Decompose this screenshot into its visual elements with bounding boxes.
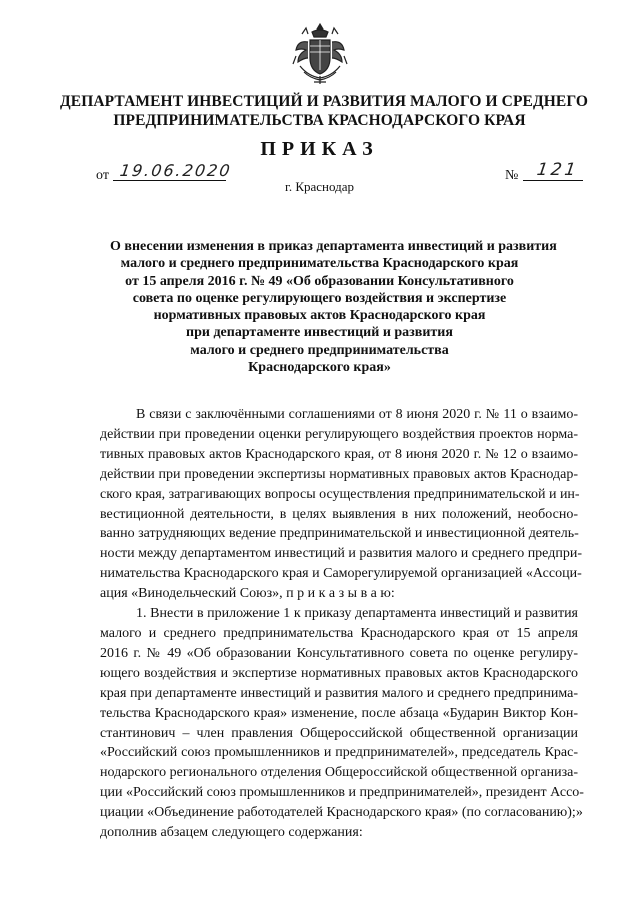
body-line: края при департаменте инвестиций и развития малого и среднего предпринима- xyxy=(100,685,578,701)
body-line: нимательства Краснодарского края и Саморегулируемой организацией «Ассоци- xyxy=(100,566,582,582)
body-line: 1. Внести в приложение 1 к приказу департамента инвестиций и развития xyxy=(136,606,578,622)
body-line: тельства Краснодарского края» изменение, после абзаца «Бударин Виктор Кон- xyxy=(100,705,578,721)
title-line: от 15 апреля 2016 г. № 49 «Об образовании Консультативного xyxy=(125,273,514,289)
department-name xyxy=(60,92,589,130)
body-line: вестиционной деятельности, в целях выявления в них положений, необосно- xyxy=(100,506,578,522)
number-handwritten: 121 xyxy=(535,160,580,180)
date-handwritten: 19.06.2020 xyxy=(118,161,233,180)
body-line: ции «Российский союз промышленников и предпринимателей», президент Ассо- xyxy=(100,785,584,801)
body-line: дополнив абзацем следующего содержания: xyxy=(100,825,363,841)
body-line: ского края, затрагивающих вопросы осуществления предпринимательской и ин- xyxy=(100,486,580,502)
title-line: совета по оценке регулирующего воздействия и экспертизе xyxy=(132,290,507,306)
body-line: малого и среднего предпринимательства Краснодарского края от 15 апреля xyxy=(100,625,578,641)
title-line: Краснодарского края» xyxy=(248,360,391,376)
date-prefix: от xyxy=(96,168,109,183)
title-line: малого и среднего предпринимательства xyxy=(190,342,449,358)
title-line: при департаменте инвестиций и развития xyxy=(186,325,453,341)
body-line: ванно затрудняющих ведение предпринимательской и инвестиционной деятель- xyxy=(100,526,579,542)
title-line: нормативных правовых актов Краснодарского края xyxy=(153,308,486,324)
title-line: О внесении изменения в приказ департамента инвестиций и развития xyxy=(110,239,557,254)
body-line: «Российский союз промышленников и предпринимателей», председатель Крас- xyxy=(100,745,578,761)
body-line: ности между департаментом инвестиций и развития малого и среднего предпри- xyxy=(100,546,582,562)
order-body xyxy=(100,405,584,843)
body-line: действии при проведении экспертизы нормативных правовых актов Краснодар- xyxy=(100,466,578,482)
body-line: нодарского регионального отделения Общероссийской общественной организа- xyxy=(100,765,579,781)
coat-of-arms-icon xyxy=(290,20,350,88)
order-title xyxy=(110,238,557,376)
body-line: ация «Винодельческий Союз», п р и к а з ы в а ю: xyxy=(100,586,395,602)
body-line: циации «Объединение работодателей Краснодарского края» (по согласованию);» xyxy=(100,805,583,821)
number-prefix: № xyxy=(505,168,519,183)
city: г. Краснодар xyxy=(284,179,355,194)
document-type: ПРИКАЗ xyxy=(260,138,379,160)
body-line: стантинович – член правления Общероссийской общественной организации xyxy=(100,725,578,741)
body-line: тивных правовых актов Краснодарского края, от 8 июня 2020 г. № 12 о взаимо- xyxy=(100,446,578,462)
body-line: ющего воздействия и экспертизе нормативных правовых актов Краснодарского xyxy=(100,665,578,681)
department-line: ПРЕДПРИНИМАТЕЛЬСТВА КРАСНОДАРСКОГО КРАЯ xyxy=(113,112,526,129)
title-line: малого и среднего предпринимательства Краснодарского края xyxy=(120,256,519,272)
body-line: действии при проведении оценки регулирующего воздействия проектов норма- xyxy=(100,426,578,442)
body-line: 2016 г. № 49 «Об образовании Консультативного совета по оценке регулиру- xyxy=(100,645,578,661)
body-line: В связи с заключёнными соглашениями от 8 июня 2020 г. № 11 о взаимо- xyxy=(136,407,578,422)
department-line: ДЕПАРТАМЕНТ ИНВЕСТИЦИЙ И РАЗВИТИЯ МАЛОГО И СРЕДНЕГО xyxy=(60,93,589,110)
